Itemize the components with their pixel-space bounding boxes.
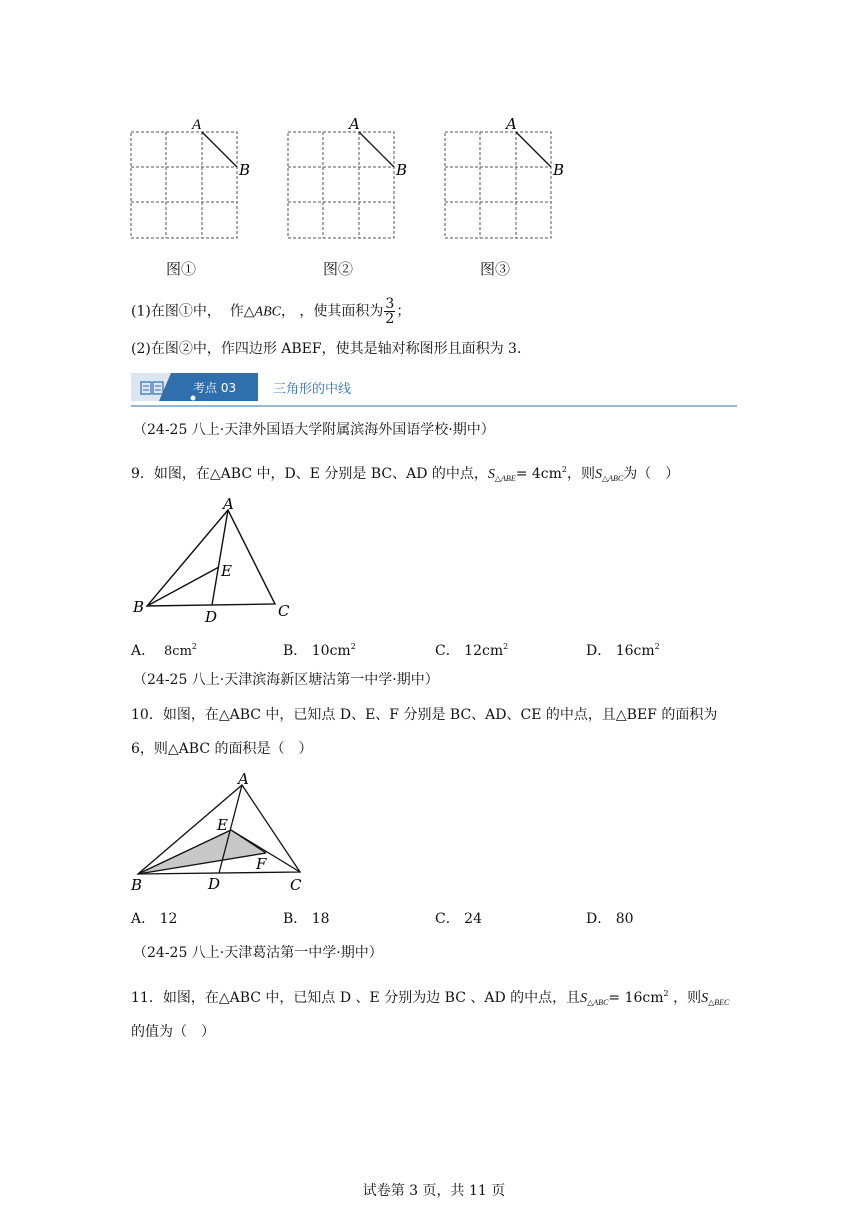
q10-triangle-diagram (128, 766, 313, 896)
label-b: B (396, 161, 408, 179)
task-1: (1)在图①中， 作△ABC， ，使其面积为 $\frac{3}{2}$ ； (131, 296, 411, 327)
vertex-b: B (131, 876, 143, 894)
grid-diagram-1 (125, 112, 265, 247)
q10-line-2: 6，则△ABC 的面积是（ ） (131, 741, 313, 757)
fraction-three-halves: $\frac{3}{2}$ (385, 296, 395, 327)
page-footer: 试卷第 3 页，共 11 页 (362, 1183, 506, 1199)
label-b: B (239, 161, 251, 179)
point-d: D (208, 875, 221, 893)
q9-option-c[interactable]: C． $12cm^2$ (435, 642, 509, 659)
q11-source: （24-25 八上·天津葛沽第一中学·期中） (133, 945, 383, 961)
point-d: D (205, 608, 218, 626)
label-a: A (506, 115, 517, 133)
task-2: (2)在图②中，作四边形 ABEF，使其是轴对称图形且面积为 3. (131, 341, 522, 357)
q9-stem: 9．如图，在△ABC 中，D、E 分别是 BC、AD 的中点，$S_{\triangle ABE}= 4cm^2$，则$S_{\triangle ABC}$为（ ） (131, 465, 680, 483)
q9-triangle-diagram (130, 492, 300, 627)
q11-line-2: 的值为（ ） (131, 1024, 215, 1040)
caption-fig-3: 图③ (480, 260, 511, 278)
section-banner (131, 373, 737, 407)
vertex-c: C (290, 876, 302, 894)
grid-diagram-2 (282, 112, 422, 247)
q9-option-b[interactable]: B． $10cm^2$ (283, 642, 356, 659)
q10-source: （24-25 八上·天津滨海新区塘沽第一中学·期中） (133, 672, 439, 688)
section-tag: 考点 03 (193, 381, 237, 395)
section-title: 三角形的中线 (273, 382, 352, 397)
grid-diagram-3 (439, 112, 579, 247)
q11-stem: 11．如图，在△ABC 中，已知点 D 、E 分别为边 BC 、AD 的中点，且$S_{\triangle ABC}= 16cm^2$ ，则$S_{\triangle BEC}$ (131, 989, 730, 1007)
caption-fig-1: 图① (166, 260, 197, 278)
q10-option-b[interactable]: B． 18 (283, 911, 330, 927)
q9-option-a[interactable]: A． $8cm^2$ (131, 642, 198, 659)
q10-option-c[interactable]: C． 24 (435, 911, 482, 927)
point-f: F (256, 855, 267, 873)
vertex-a: A (223, 495, 234, 513)
q10-option-a[interactable]: A． 12 (131, 911, 178, 927)
caption-fig-2: 图② (323, 260, 354, 278)
vertex-b: B (133, 598, 145, 616)
q10-option-d[interactable]: D． 80 (586, 911, 634, 927)
q9-option-d[interactable]: D． $16cm^2$ (586, 642, 660, 659)
vertex-c: C (278, 602, 290, 620)
point-e: E (217, 816, 228, 834)
label-b: B (553, 161, 565, 179)
vertex-a: A (238, 770, 249, 788)
q9-source: （24-25 八上·天津外国语大学附属滨海外国语学校·期中） (133, 422, 495, 438)
point-e: E (221, 562, 232, 580)
label-a: A (349, 115, 360, 133)
label-a: A (192, 117, 202, 133)
q10-line-1: 10．如图，在△ABC 中，已知点 D、E、F 分别是 BC、AD、CE 的中点，且△BEF 的面积为 (131, 707, 718, 723)
